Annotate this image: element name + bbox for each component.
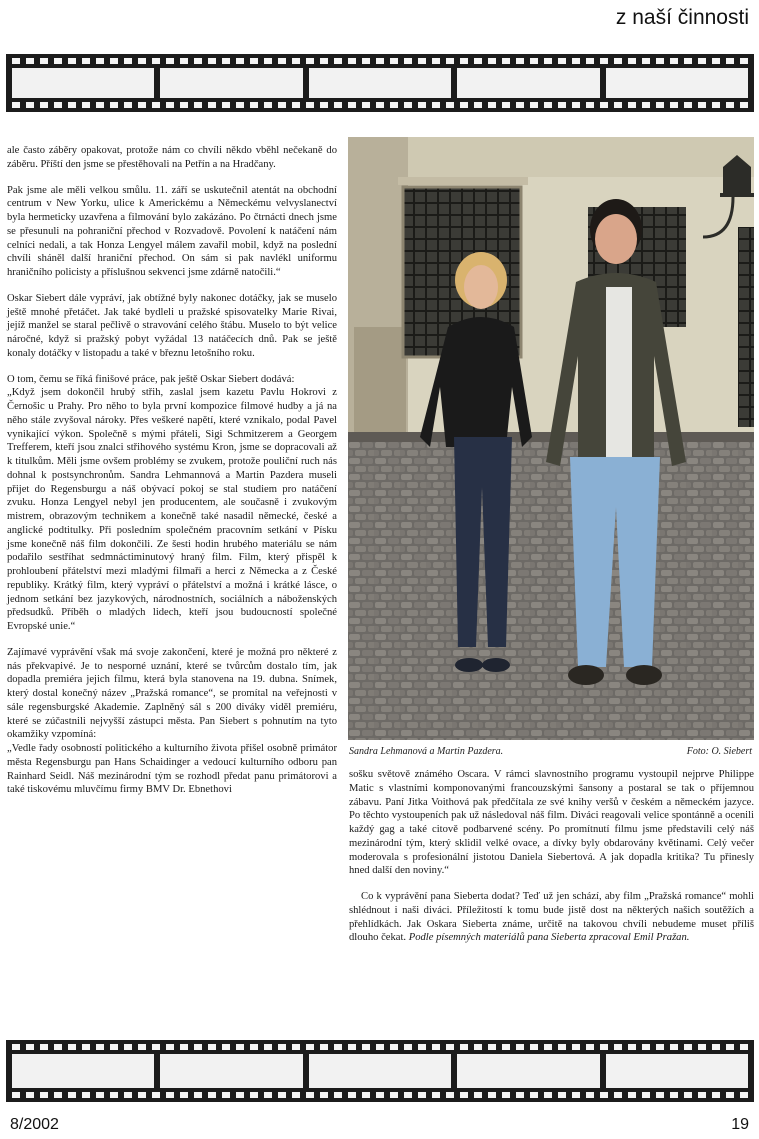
article-paragraph: sošku světově známého Oscara. V rámci slavnostního programu vystoupil nejprve Philippe Matic s vlastními komponovanými francouzskými šansony a postaral se tak o příjemnou zábavu. Paní Jitka Voithová pak předčítala ze své knihy veršů v českém a německém jazyce. Po těchto vystoupeních pak už následoval náš film. Diváci reagovali velice spontánně a ocenili každý gag a také citově podbarvené scény. Po promítnutí filmu jsme představili celý náš mezinárodní tým, který sklidil velké ovace, a dívky byly obdarovány květinami. Celý večer moderovala s profesionální jistotou Daniela Siebertová. A jak dopadla kritika? Tu přinesly hned další den noviny.“ [349, 769, 754, 877]
article-photo [348, 137, 754, 740]
article-paragraph: O tom, čemu se říká finišové práce, pak ještě Oskar Siebert dodává: „Když jsem dokončil hrubý střih, zaslal jsem kazetu Pavlu Hokrovi z Černošic u Prahy. Pro něho to byla první kompozice filmové hudby a já na něho stále zvyšoval nároky. Přes veškeré napětí, které vznikalo, podal Pavel vynikající výkon. Společně s mými přáteli, Sigi Schmitzerem a Georgem Trefferem, kteří jsou znalci střihového systému Kron, jsme se dopracovali až k titulkům. Měli jsme ovšem problémy se zvukem, protože pouliční ruch nás dohnal k postsynchronům. Sandra Lehmannová a Martin Pazdera museli přijet do Regensburgu a náš obývací pokoj se stal studiem pro natáčení zvuku. Honza Lengyel nebyl jen producentem, ale současně i zvukovým mistrem, obrazovým technikem a konečně také nasadil německé, české a anglické podtitulky. Při posledním společném pracovním setkání v Písku jsme konečně náš film dokončili. Ze šesti hodin hrubého materiálu se nám podařilo sestříhat sedmnáctiminutový hraný film. Film, který přispěl k prohloubení přátelství mezi mladými filmaři a herci z Německa a z České republiky. Krátký film, který vypráví o přátelství a možná i krátké lásce, o jednom setkání bez jazykových, národnostních, sociálních a náboženských předsudků. Příběh o mladých lidech, kteří jsou budoucností společné Evropské unie.“ [7, 373, 337, 632]
filmstrip-top-decoration [6, 54, 754, 112]
article-left-column [7, 144, 337, 809]
article-paragraph: ale často záběry opakovat, protože nám co chvíli někdo vběhl nečekaně do záběru. Příští den jsme se přestěhovali na Petřín a na Hradčany. [7, 145, 337, 170]
filmstrip-bottom-decoration [6, 1040, 754, 1102]
page-number: 19 [731, 1116, 749, 1133]
article-right-column [349, 768, 754, 945]
section-title: z naší činnosti [615, 6, 749, 29]
photo-credit: Foto: O. Siebert [686, 746, 752, 757]
article-paragraph-text: Co k vyprávění pana Sieberta dodat? Teď už jen schází, aby film „Pražská romance“ mohli shlédnout i naši diváci. Příležitostí k tomu bude jistě dost na některých našich soutěžích a přehlídkách. Jak Oskara Sieberta známe, určitě na takovou chvíli nebudeme muset příliš dlouho čekat. [349, 891, 754, 944]
article-paragraph: Pak jsme ale měli velkou smůlu. 11. září se uskutečnil atentát na obchodní centrum v New Yorku, ulice k Americkému a Německému velvyslanectví byla hermeticky uzavřena a filmování bylo zakázáno. Po čtrnácti dnech jsme se přesunuli na pohraniční přechod v Rozvadově. Povolení k natáčení nám celníci nedali, a tak Honza Lengyel málem zavařil mobil, když na poslední chvíli sháněl další hraniční přechod. On sám si pak navlékl uniformu hraničního policisty a příslušnou sekvenci jsme zdárně natočili.“ [7, 184, 337, 278]
article-paragraph [349, 890, 754, 945]
author-signature: Podle písemných materiálů pana Sieberta zpracoval Emil Pražan. [408, 932, 690, 944]
photo-caption: Sandra Lehmanová a Martin Pazdera. [349, 746, 504, 757]
article-paragraph: Oskar Siebert dále vypráví, jak obtížné byly nakonec dotáčky, jak se muselo ještě mnohé přetáčet. Jak také bydleli u pražské spisovatelky Marie Rivai, jejíž manžel se staral pečlivě o stravování celého štábu. Muselo to být velice náročné, když si pražský pobyt vyžádal 13 natáčecích dnů. Pak se ještě konaly dotáčky v listopadu a také v březnu letošního roku. [7, 292, 337, 359]
issue-number: 8/2002 [10, 1116, 59, 1133]
photo-caption-row [349, 746, 754, 757]
article-paragraph: Zajímavé vyprávění však má svoje zakončení, které je možná pro některé z nás překvapivé. Je to nesporné uznání, které se tvůrcům dostalo tím, jak dopadla premiéra jejich filmu, která byla stanovena na 19. dubna. Snímek, který dostal konečný název „Pražská romance“, se promítal na veřejnosti v sále regensburgské Akademie. Zaplněný sál s 200 diváky viděl premiéru, které se zúčastnili nejvyšší zástupci města. Pan Siebert s pohnutím na tyto okamžiky vzpomíná: „Vedle řady osobností politického a kulturního života přišel osobně primátor města Regensburgu pan Hans Schaidinger a vedoucí kulturního odboru pan Rainhard Seidl. Náš mezinárodní tým se rozhodl předat panu primátorovi a také tiskovému mluvčímu firmy BMV Dr. Ebnethovi [7, 646, 337, 796]
